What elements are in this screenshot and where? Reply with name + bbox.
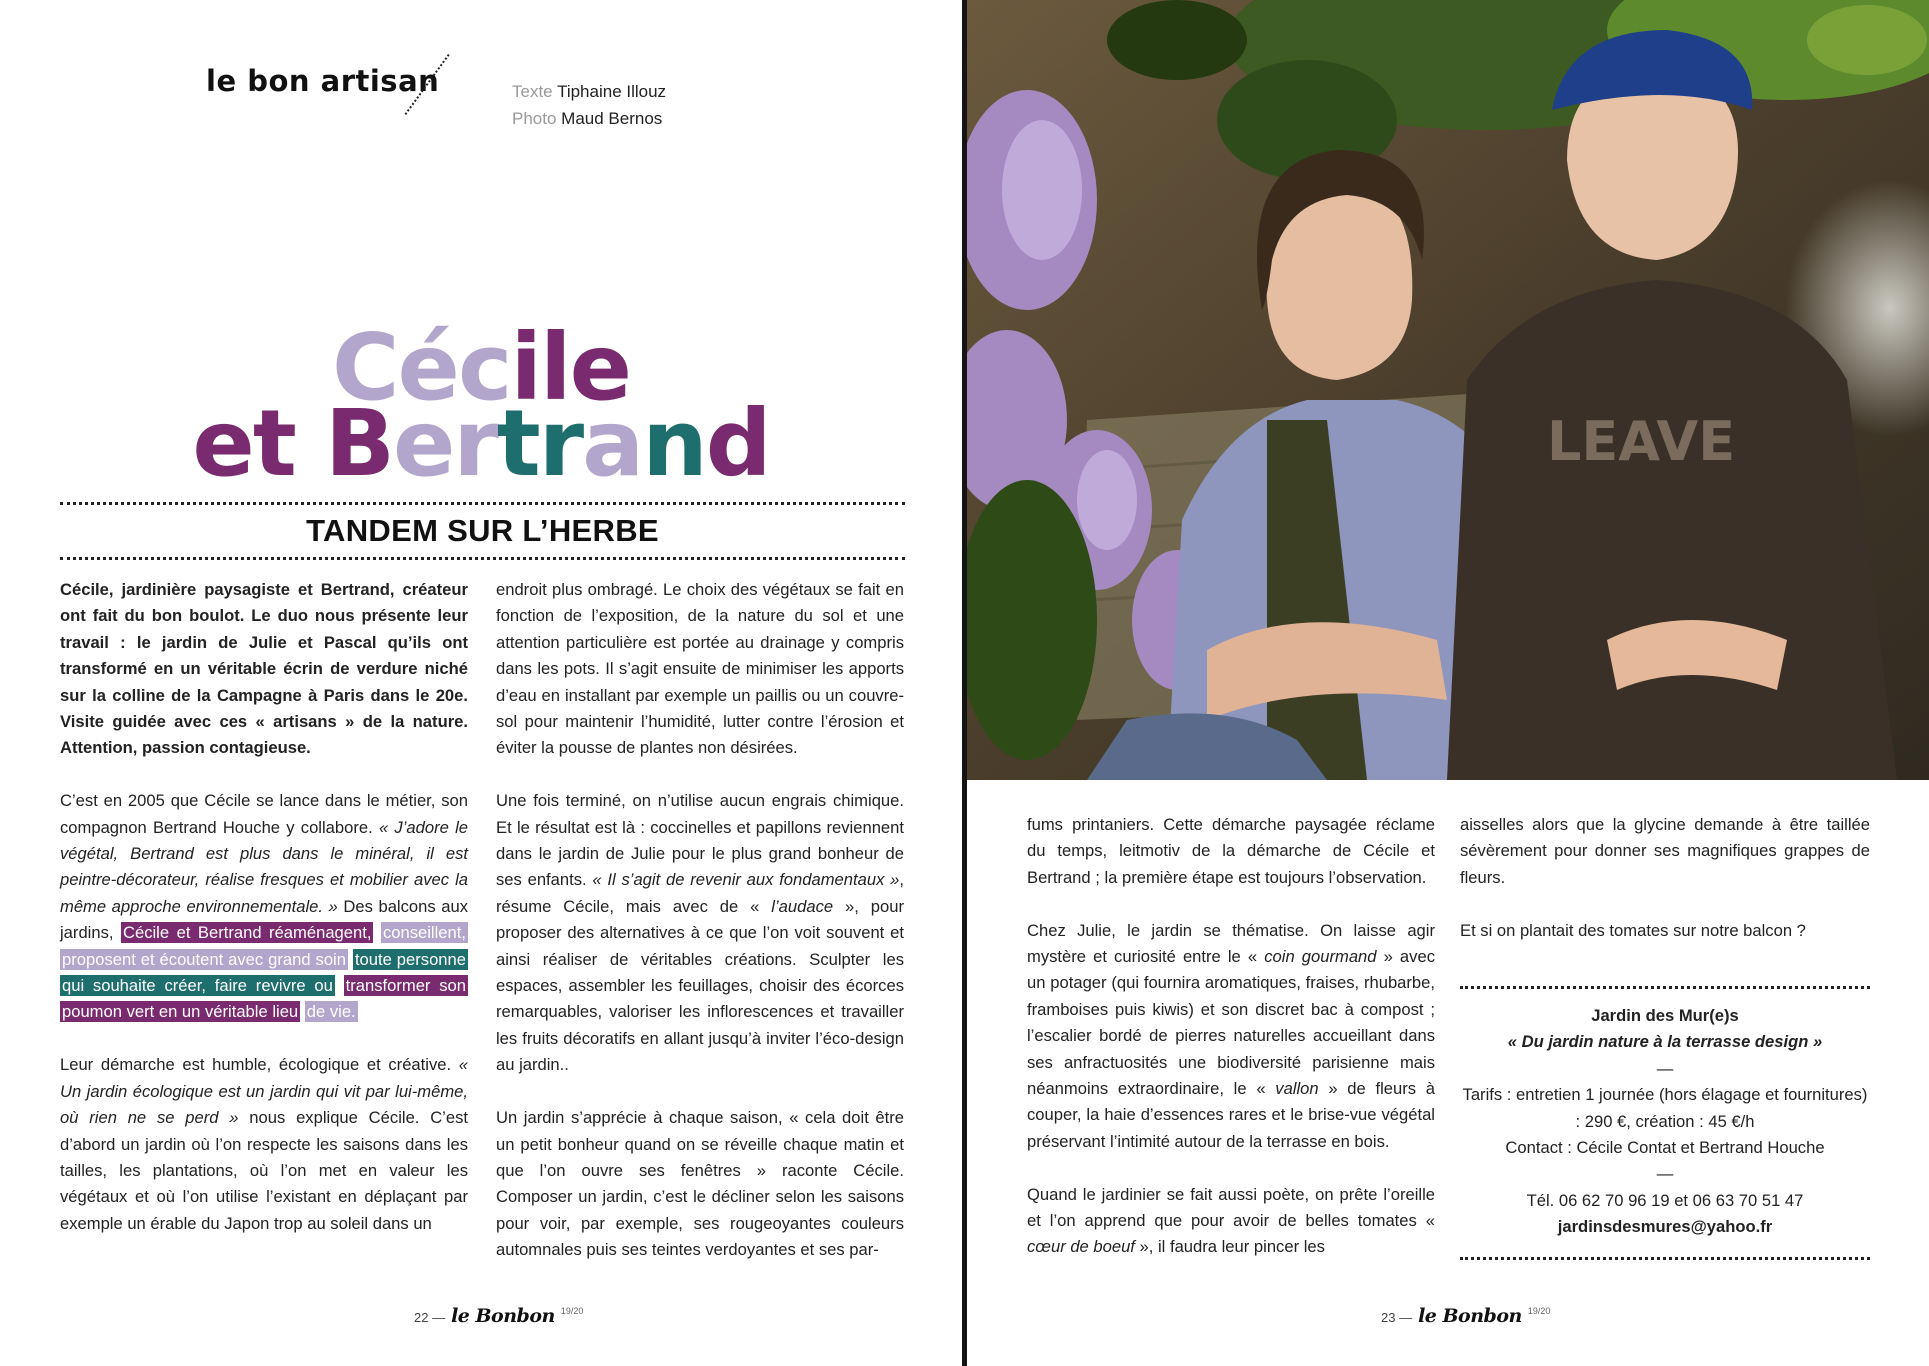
headline-letter (295, 390, 325, 497)
highlight-teal: toute personne qui souhaite créer, faire revivre ou (62, 949, 466, 996)
text-credit (512, 78, 666, 105)
headline-letter: t (496, 390, 539, 497)
headline-letter: a (582, 390, 643, 497)
separator: — (1656, 1058, 1674, 1078)
company-slogan: « Du jardin nature à la terrasse design » (1507, 1032, 1823, 1052)
text-column-2 (496, 577, 904, 1290)
portrait-photo (967, 0, 1929, 780)
issue-number: 19/20 (1527, 1306, 1551, 1316)
text-run: C’est en 2005 que Cécile se lance dans le métier, son compagnon Bertrand Houche y collabore. (60, 791, 468, 837)
quote: « J’adore le végétal, Bertrand est plus dans le minéral, il est peintre-décorateur, réalise fresques et mobilier avec la même approche environnementale. » (60, 817, 468, 916)
headline-letter: c (457, 314, 511, 421)
brand-logo: le Bonbon (451, 1305, 555, 1327)
quote: cœur de boeuf (1027, 1237, 1135, 1257)
text-run: , résume Cécile, mais avec de « (496, 870, 904, 916)
text-run: », pour proposer des alternatives à ce que l’on voit souvent et ainsi réaliser de véritables créations. Sculpter les espaces, assembler les feuillages, choisir des écorces remarquables, valoriser les inflorescences et travailler les fruits décoratifs en allant jusqu’à inviter l’éco-design au jardin.. (496, 896, 904, 1075)
phone-numbers: Tél. 06 62 70 96 19 et 06 63 70 51 47 (1526, 1190, 1804, 1210)
quote: « Il s’agit de revenir aux fondamentaux » (592, 870, 900, 890)
paragraph: Et si on plantait des tomates sur notre balcon ? (1460, 920, 1806, 940)
contact-names: Contact : Cécile Contat et Bertrand Houche (1505, 1138, 1825, 1158)
paragraph: fums printaniers. Cette démarche paysagée réclame du temps, leitmotiv de la démarche de Cécile et Bertrand ; la première étape est toujours l’observation. (1027, 815, 1435, 887)
headline-letter: é (397, 314, 458, 421)
separator: — (1656, 1164, 1674, 1184)
headline-letter: e (192, 390, 253, 497)
article-subtitle: TANDEM SUR L’HERBE (306, 513, 659, 548)
headline-letter: r (538, 390, 583, 497)
paragraph: aisselles alors que la glycine demande à être taillée sévèrement pour donner ses magnifiques grappes de fleurs. (1460, 815, 1870, 887)
paragraph (60, 788, 468, 1026)
headline-letter: e (569, 314, 630, 421)
text-run: » de fleurs à couper, la haie d’essences rares et le brise-vue végétal préservant l’intimité autour de la terrasse en bois. (1027, 1079, 1435, 1151)
page-number: 22 — (414, 1310, 446, 1325)
paragraph: Un jardin s’apprécie à chaque saison, « cela doit être un petit bonheur quand on se réveille chaque matin et que l’on ouvre ses fenêtres » raconte Cécile. Composer un jardin, c’est le décliner selon les saisons pour voir, par exemple, ses rougeoyantes couleurs automnales puis ses teintes verdoyantes et ses par- (496, 1108, 904, 1260)
highlight-purple: Cécile et Bertrand réaménagent, (122, 923, 372, 943)
text-run: Des balcons aux jardins, (60, 896, 468, 943)
headline-letter: B (324, 390, 393, 497)
headline-letter: e (392, 390, 454, 497)
text-run: Leur démarche est humble, écologique et créative. (60, 1055, 459, 1075)
text-run: » avec un potager (qui fournira aromatiques, fraises, rhubarbe, framboises puis kiwis) et son discret bac à compost ; l’escalier bordé de pierres naturelles accueillant dans ses anfractuosités une biodiversité parisienne mais néanmoins extraordinaire, le « (1027, 947, 1435, 1099)
highlight-lavender: conseillent, proposent et écoutent avec grand soin (62, 923, 466, 969)
section-rubric: le bon artisan (206, 64, 440, 98)
headline-letter: t (252, 390, 295, 497)
page-folio-right (1381, 1305, 1550, 1327)
photo-credit-author: Maud Bernos (561, 109, 663, 128)
headline-letter: l (540, 314, 570, 421)
credits (512, 78, 666, 132)
text-column-4 (1460, 812, 1870, 970)
paragraph (496, 788, 904, 1078)
subtitle-rule-top (60, 502, 905, 505)
paragraph (1027, 918, 1435, 1156)
photo-credit (512, 105, 666, 132)
text-run: Quand le jardinier se fait aussi poète, on prête l’oreille et l’on apprend que pour avoir de belles tomates « (1027, 1184, 1435, 1231)
text-column-1 (60, 577, 468, 1264)
email-address: jardinsdesmures@yahoo.fr (1557, 1217, 1773, 1237)
quote: l’audace (771, 896, 834, 916)
headline-letter: d (705, 390, 770, 497)
contact-infobox (1460, 986, 1870, 1260)
lead-paragraph: Cécile, jardinière paysagiste et Bertrand, créateur ont fait du bon boulot. Le duo nous présente leur travail : le jardin de Julie et Pascal qu’ils ont transformé en un véritable écrin de verdure niché sur la colline de la Campagne à Paris dans le 20e. Visite guidée avec ces « artisans » de la nature. Attention, passion contagieuse. (60, 580, 468, 758)
brand-logo: le Bonbon (1418, 1305, 1522, 1327)
svg-text:LEAVE: LEAVE (1547, 410, 1736, 473)
highlight-purple: transformer son poumon vert en un véritable lieu (62, 976, 466, 1022)
text-credit-label: Texte (512, 82, 553, 101)
quote: vallon (1275, 1079, 1319, 1099)
photo-illustration (967, 0, 1929, 780)
headline-letter: C (332, 314, 398, 421)
quote: « Un jardin écologique est un jardin qui vit par lui-même, où rien ne se perd » (60, 1055, 468, 1128)
text-run: », il faudra leur pincer les (1134, 1237, 1325, 1257)
headline-letter: i (510, 314, 541, 421)
photo-credit-label: Photo (512, 109, 557, 128)
text-column-3 (1027, 812, 1435, 1287)
highlight-lavender: de vie. (306, 1002, 356, 1022)
text-run: nous explique Cécile. C’est d’abord un jardin où l’on respecte les saisons dans les tailles, les plantations, où l’on met en valeur les végétaux et où l’on utilise l’existant en déplaçant par exemple un érable du Japon trop au soleil dans un (60, 1108, 469, 1233)
paragraph (1027, 1182, 1435, 1261)
paragraph (60, 1052, 468, 1237)
company-name: Jardin des Mur(e)s (1591, 1006, 1739, 1025)
headline-letter: r (453, 390, 497, 497)
pricing: Tarifs : entretien 1 journée (hors élagage et fournitures) : 290 €, création : 45 €/h (1462, 1085, 1868, 1131)
subtitle-rule-bottom (60, 557, 905, 560)
headline-line-2 (0, 390, 962, 497)
text-run: Une fois terminé, on n’utilise aucun engrais chimique. Et le résultat est là : coccinelles et papillons reviennent dans le jardin de Julie pour le plus grand bonheur de ses enfants. (496, 791, 904, 890)
article-headline (0, 314, 962, 497)
page-folio-left (414, 1305, 583, 1327)
text-credit-author: Tiphaine Illouz (557, 82, 667, 101)
quote: coin gourmand (1264, 947, 1377, 967)
headline-letter: n (642, 390, 706, 497)
page-number: 23 — (1381, 1310, 1413, 1325)
left-page (0, 0, 962, 1366)
text-run: Chez Julie, le jardin se thématise. On laisse agir mystère et curiosité entre le « (1027, 920, 1435, 967)
issue-number: 19/20 (560, 1306, 584, 1316)
paragraph: endroit plus ombragé. Le choix des végétaux se fait en fonction de l’exposition, de la nature du sol et une attention particulière est portée au drainage y compris dans les pots. Il s’agit ensuite de minimiser les apports d’eau en installant par exemple un paillis ou un couvre-sol pour maintenir l’humidité, lutter contre l’érosion et éviter la pousse de plantes non désirées. (496, 580, 904, 758)
